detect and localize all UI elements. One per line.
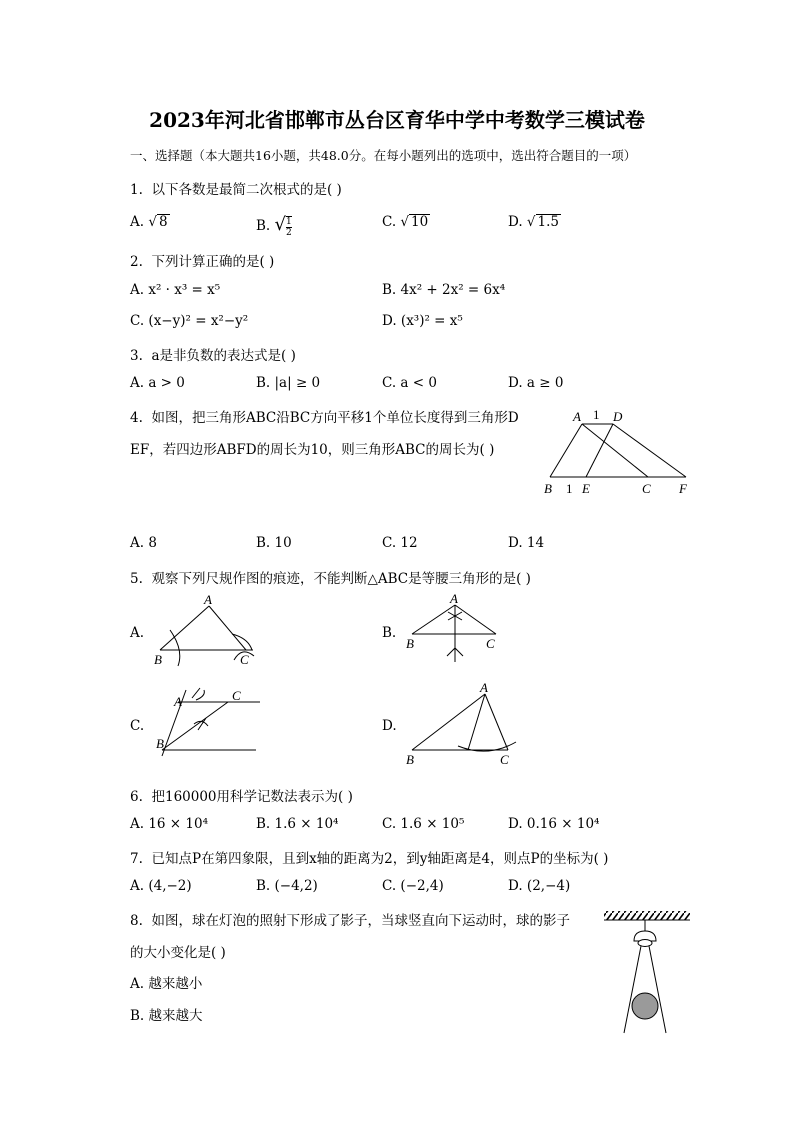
label-a: A bbox=[573, 409, 581, 424]
lamp-ball-figure bbox=[600, 905, 695, 1040]
option-b: B. bbox=[382, 625, 397, 641]
option-a: A. bbox=[130, 625, 145, 641]
label-b: B bbox=[544, 481, 552, 496]
ceiling-hatch bbox=[604, 911, 690, 920]
label-b: B bbox=[406, 752, 414, 767]
option-d: D. bbox=[382, 718, 397, 734]
question-8-line-2: 的大小变化是( ) bbox=[130, 945, 226, 961]
lamp-bulb-icon bbox=[634, 920, 656, 947]
question-text: 下列计算正确的是( ) bbox=[151, 254, 275, 270]
question-text: 如图，球在灯泡的照射下形成了影子，当球竖直向下运动时，球的影子 bbox=[151, 913, 570, 929]
question-5 bbox=[130, 567, 531, 587]
option-c: C. (−2,4) bbox=[382, 878, 444, 894]
label-c: C bbox=[232, 688, 241, 703]
label-a: A bbox=[450, 591, 458, 606]
radicand: 1.5 bbox=[537, 214, 560, 230]
label-e: E bbox=[582, 481, 590, 496]
segment-ac bbox=[582, 424, 648, 477]
option-b: B. |a| ≥ 0 bbox=[256, 375, 321, 391]
construction-figure-b bbox=[400, 590, 505, 670]
label-c: C bbox=[500, 752, 509, 767]
option-c: C. 1.6 × 10⁵ bbox=[382, 816, 465, 832]
question-2 bbox=[130, 250, 274, 270]
option-b: B. 4x² + 2x² = 6x⁴ bbox=[382, 282, 506, 298]
question-7 bbox=[130, 847, 608, 867]
option-d: D. √ 1.5 bbox=[508, 214, 560, 230]
question-number: 8. bbox=[130, 913, 143, 929]
question-6 bbox=[130, 785, 353, 805]
question-text: 观察下列尺规作图的痕迹，不能判断△ABC是等腰三角形的是( ) bbox=[151, 571, 531, 587]
option-a: A. a > 0 bbox=[130, 375, 185, 391]
question-number: 1. bbox=[130, 182, 143, 198]
construction-figure-a bbox=[148, 590, 266, 668]
question-number: 7. bbox=[130, 851, 143, 867]
question-1 bbox=[130, 178, 342, 198]
question-text: a是非负数的表达式是( ) bbox=[151, 348, 296, 364]
question-text: 以下各数是最简二次根式的是( ) bbox=[151, 182, 342, 198]
label-c: C bbox=[486, 636, 495, 651]
question-number: 2. bbox=[130, 254, 143, 270]
label-c: C bbox=[240, 652, 249, 667]
radicand: 8 bbox=[158, 214, 168, 230]
option-a: A. 8 bbox=[130, 535, 157, 551]
question-number: 5. bbox=[130, 571, 143, 587]
option-b: B. (−4,2) bbox=[256, 878, 318, 894]
label-1-bottom: 1 bbox=[566, 481, 573, 496]
option-a: A. x² · x³ = x⁵ bbox=[130, 282, 221, 298]
label-b: B bbox=[154, 652, 162, 667]
ball bbox=[632, 993, 658, 1019]
option-c: C. a < 0 bbox=[382, 375, 437, 391]
option-a: A. 16 × 10⁴ bbox=[130, 816, 208, 832]
question-8 bbox=[130, 909, 570, 929]
question-text: 把160000用科学记数法表示为( ) bbox=[151, 789, 353, 805]
option-d: D. 14 bbox=[508, 535, 545, 551]
question-text: 已知点P在第四象限，且到x轴的距离为2，到y轴距离是4，则点P的坐标为( ) bbox=[151, 851, 609, 867]
option-d: D. (x³)² = x⁵ bbox=[382, 313, 463, 329]
segment-ab bbox=[550, 424, 582, 477]
option-b: B. 越来越大 bbox=[130, 1008, 203, 1024]
option-a: A. √ 8 bbox=[130, 214, 168, 230]
segment-de bbox=[586, 424, 613, 477]
question-number: 3. bbox=[130, 348, 143, 364]
label-f: F bbox=[679, 481, 687, 496]
fraction-denominator: 2 bbox=[286, 227, 292, 238]
question-4 bbox=[130, 406, 519, 426]
option-c: C. 12 bbox=[382, 535, 418, 551]
question-number: 4. bbox=[130, 410, 143, 426]
translation-figure bbox=[540, 405, 700, 500]
label-c: C bbox=[642, 481, 651, 496]
construction-figure-d bbox=[400, 680, 522, 768]
label-b: B bbox=[156, 736, 164, 751]
page-title: 2023年河北省邯郸市丛台区育华中学中考数学三模试卷 bbox=[149, 108, 645, 132]
question-3 bbox=[130, 344, 296, 364]
option-d: D. a ≥ 0 bbox=[508, 375, 564, 391]
section-heading: 一、选择题（本大题共16小题，共48.0分。在每小题列出的选项中，选出符合题目的一项） bbox=[130, 148, 637, 163]
option-a: A. (4,−2) bbox=[130, 878, 192, 894]
label-1-top: 1 bbox=[593, 407, 600, 422]
radicand: 10 bbox=[411, 214, 429, 230]
option-b: B. 10 bbox=[256, 535, 292, 551]
option-d: D. 0.16 × 10⁴ bbox=[508, 816, 600, 832]
label-d: D bbox=[613, 409, 623, 424]
option-c: C. (x−y)² = x²−y² bbox=[130, 313, 249, 329]
option-b: B. 1.6 × 10⁴ bbox=[256, 816, 339, 832]
option-d: D. (2,−4) bbox=[508, 878, 571, 894]
option-b: B. √ $\frac{1}{2}$ bbox=[256, 214, 292, 238]
option-c: C. bbox=[130, 718, 145, 734]
construction-figure-c bbox=[148, 684, 263, 758]
question-4-line-2: EF，若四边形ABFD的周长为10，则三角形ABC的周长为( ) bbox=[130, 442, 495, 458]
label-a: A bbox=[480, 680, 488, 695]
question-text: 如图，把三角形ABC沿BC方向平移1个单位长度得到三角形D bbox=[151, 410, 519, 426]
segment-df bbox=[613, 424, 686, 477]
label-b: B bbox=[406, 636, 414, 651]
fraction-numerator: 1 bbox=[286, 216, 292, 227]
option-a: A. 越来越小 bbox=[130, 976, 203, 992]
option-c: C. √ 10 bbox=[382, 214, 429, 230]
label-a: A bbox=[174, 694, 182, 709]
label-a: A bbox=[204, 592, 212, 607]
question-number: 6. bbox=[130, 789, 143, 805]
